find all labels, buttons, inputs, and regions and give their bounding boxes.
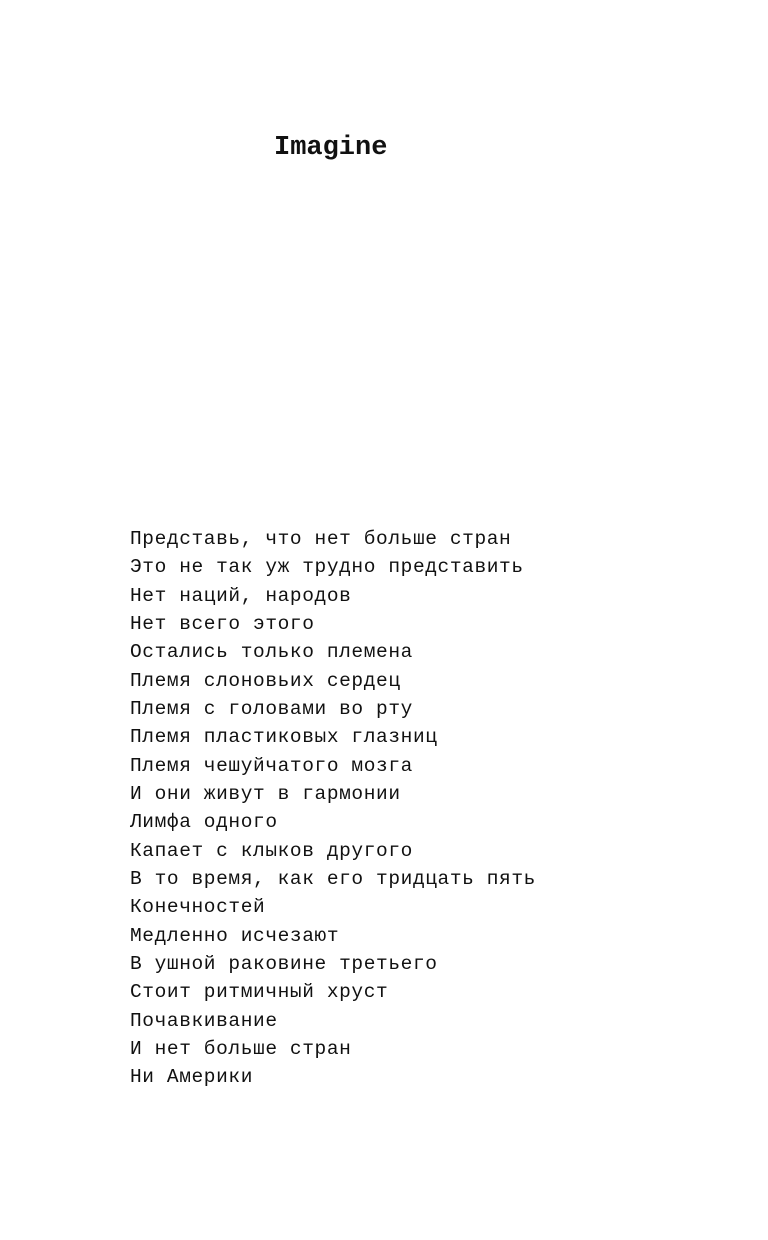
poem-line: И нет больше стран <box>130 1037 352 1060</box>
poem-line: В то время, как его тридцать пять <box>130 867 536 890</box>
poem-line: Племя с головами во рту <box>130 697 413 720</box>
poem-line: Капает с клыков другого <box>130 839 413 862</box>
poem-body <box>130 525 536 1092</box>
poem-line: Конечностей <box>130 896 266 919</box>
poem-line: Лимфа одного <box>130 811 278 834</box>
poem-line: Нет наций, народов <box>130 584 352 607</box>
poem-line: В ушной раковине третьего <box>130 952 438 975</box>
poem-line: Племя пластиковых глазниц <box>130 726 438 749</box>
poem-line: Это не так уж трудно представить <box>130 556 524 579</box>
poem-line: Остались только племена <box>130 641 413 664</box>
poem-line: Почавкивание <box>130 1009 278 1032</box>
poem-line: Нет всего этого <box>130 612 315 635</box>
poem-line: Племя слоновьих сердец <box>130 669 401 692</box>
poem-title: Imagine <box>274 133 388 163</box>
poem-line: Ни Америки <box>130 1066 254 1089</box>
poem-line: Стоит ритмичный хруст <box>130 981 389 1004</box>
poem-line: Медленно исчезают <box>130 924 340 947</box>
poem-line: И они живут в гармонии <box>130 782 401 805</box>
poem-line: Представь, что нет больше стран <box>130 528 512 550</box>
poem-line: Племя чешуйчатого мозга <box>130 754 413 777</box>
